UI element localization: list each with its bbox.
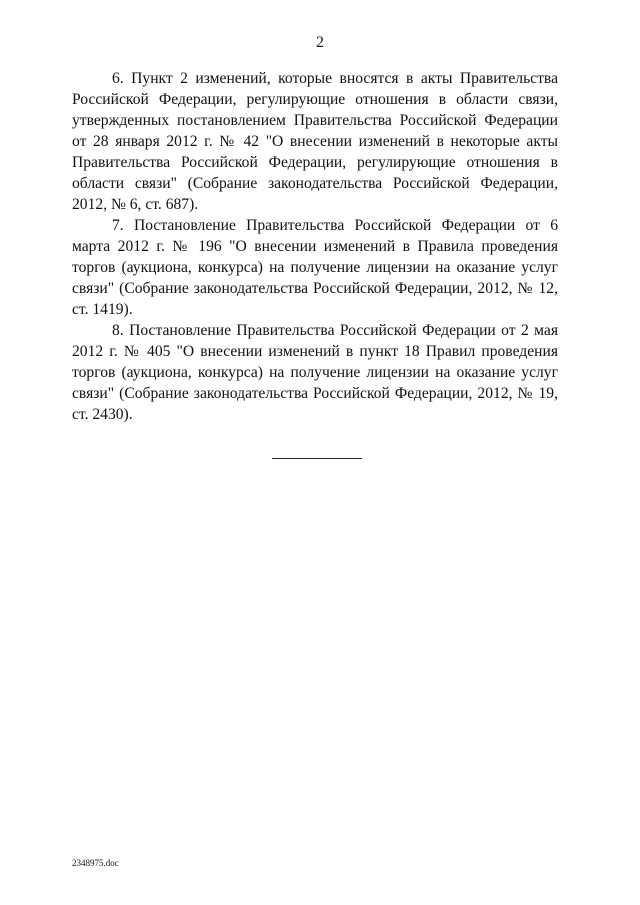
- paragraph-item-6: 6. Пункт 2 изменений, которые вносятся в акты Правительства Российской Федерации, регулирующие отношения в области связи, утвержденных постановлением Правительства Российской Федерации от 28 января 2012 г. № 42 "О внесении изменений в некоторые акты Правительства Российской Федерации, регулирующие отношения в области связи" (Собрание законодательства Российской Федерации, 2012, № 6, ст. 687).: [72, 70, 558, 213]
- end-divider-line: [272, 458, 362, 459]
- page-number: 2: [316, 34, 324, 51]
- document-body: [72, 68, 558, 425]
- paragraph-item-8: 8. Постановление Правительства Российской Федерации от 2 мая 2012 г. № 405 "О внесении изменений в пункт 18 Правил проведения торгов (аукциона, конкурса) на получение лицензии на оказание услуг связи" (Собрание законодательства Российской Федерации, 2012, № 19, ст. 2430).: [72, 322, 558, 423]
- paragraph-item-7: 7. Постановление Правительства Российской Федерации от 6 марта 2012 г. № 196 "О внесении изменений в Правила проведения торгов (аукциона, конкурса) на получение лицензии на оказание услуг связи" (Собрание законодательства Российской Федерации, 2012, № 12, ст. 1419).: [72, 217, 558, 318]
- footer-file-name: 2348975.doc: [72, 858, 119, 868]
